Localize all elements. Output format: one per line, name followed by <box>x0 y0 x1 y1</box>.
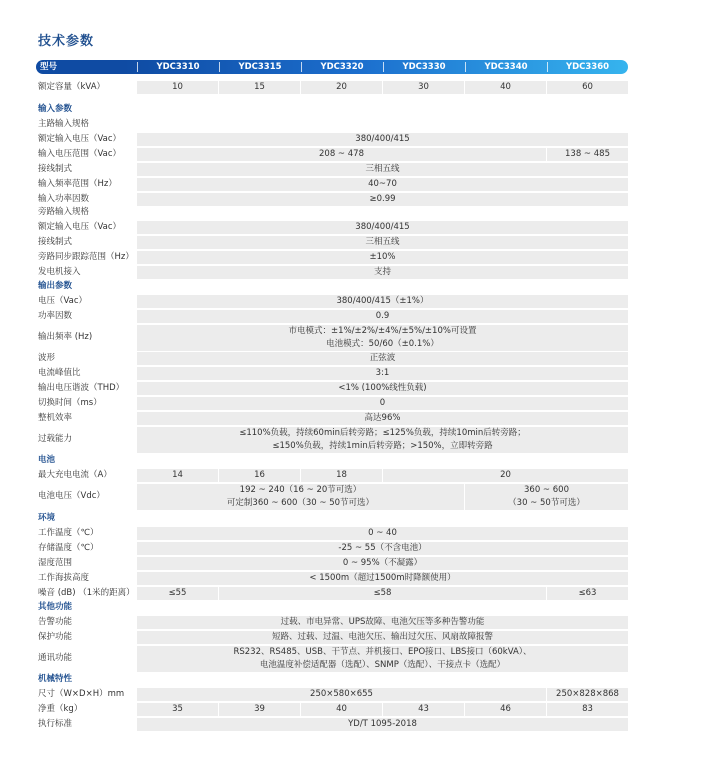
row-label: 切换时间（ms） <box>38 398 102 408</box>
row-label: 存储温度（℃） <box>38 543 99 553</box>
model-ydc3330: YDC3330 <box>402 62 446 72</box>
row-label: 电流峰值比 <box>38 368 81 378</box>
row-label: 输出电压谐波（THD） <box>38 383 125 393</box>
row-label: 接线制式 <box>38 237 73 247</box>
cell-value: 0 ~ 40 <box>137 527 628 540</box>
cell-value: ≤55 <box>137 587 218 600</box>
cell-value: 39 <box>219 703 300 716</box>
row-label: 功率因数 <box>38 311 73 321</box>
cell-value: 三相五线 <box>137 236 628 249</box>
row-label: 发电机接入 <box>38 267 81 277</box>
row-label: 接线制式 <box>38 164 73 174</box>
row-label: 波形 <box>38 353 56 363</box>
row-efficiency <box>36 412 628 425</box>
cell-line: 192 ~ 240（16 ~ 20节可选） <box>239 485 362 496</box>
row-bypass-rated-voltage <box>36 221 628 234</box>
cell-value: 40~70 <box>137 178 628 191</box>
row-label: 输入频率范围（Hz） <box>38 179 117 189</box>
cell-value: 18 <box>301 469 382 482</box>
row-label: 最大充电电流（A） <box>38 470 112 480</box>
cell-value: 250×580×655 <box>137 688 546 701</box>
row-label: 湿度范围 <box>38 558 73 568</box>
cell-value: 0 ~ 95%（不凝露） <box>137 557 628 570</box>
cell-value: 60 <box>547 81 628 94</box>
cell-value <box>137 484 464 510</box>
row-operating-temp <box>36 527 628 540</box>
row-overload <box>36 427 628 453</box>
row-output-voltage <box>36 295 628 308</box>
row-label: 额定容量（kVA） <box>38 82 106 92</box>
header-label: 型号 <box>40 62 58 72</box>
row-label: 噪音 (dB) （1米的距离） <box>38 588 135 598</box>
page-title: 技术参数 <box>38 34 95 49</box>
row-label: 通讯功能 <box>38 653 73 663</box>
cell-value: 40 <box>465 81 546 94</box>
row-net-weight <box>36 703 628 716</box>
row-input-freq-range <box>36 178 628 191</box>
model-ydc3340: YDC3340 <box>484 62 528 72</box>
cell-value <box>465 484 628 510</box>
cell-line: 电池温度补偿适配器（选配）、SNMP（选配）、干接点卡（选配） <box>259 660 506 670</box>
cell-line: 电池模式：50/60（±0.1%） <box>326 339 439 349</box>
cell-value: 138 ~ 485 <box>547 148 628 161</box>
row-label: 净重（kg） <box>38 704 83 714</box>
cell-line: 市电模式：±1%/±2%/±4%/±5%/±10%可设置 <box>288 326 477 337</box>
row-rated-capacity <box>36 81 628 94</box>
cell-value: 46 <box>465 703 546 716</box>
cell-value: 三相五线 <box>137 163 628 176</box>
row-wiring <box>36 163 628 176</box>
row-standard <box>36 718 628 731</box>
row-label: 工作海拔高度 <box>38 573 90 583</box>
cell-value: 正弦波 <box>137 352 628 365</box>
subsection-main-input: 主路输入规格 <box>38 119 90 129</box>
cell-line: ≤110%负载，持续60min后转旁路；≤125%负载，持续10min后转旁路； <box>239 428 526 439</box>
section-title-other: 其他功能 <box>38 602 73 612</box>
cell-value: 20 <box>383 469 628 482</box>
row-label: 尺寸（W×D×H）mm <box>38 689 125 699</box>
section-title-environment: 环境 <box>38 513 56 523</box>
cell-value: 14 <box>137 469 218 482</box>
row-label: 电池电压（Vdc） <box>38 491 105 501</box>
row-output-frequency <box>36 325 628 351</box>
cell-line: ≤150%负载，持续1min后转旁路；>150%，立即转旁路 <box>272 441 493 451</box>
row-label: 旁路同步跟踪范围（Hz） <box>38 252 134 262</box>
row-dimensions <box>36 688 628 701</box>
cell-line: 可定制360 ~ 600（30 ~ 50节可选） <box>226 498 375 508</box>
row-waveform <box>36 352 628 365</box>
cell-value: 83 <box>547 703 628 716</box>
cell-line: 360 ~ 600 <box>524 485 569 496</box>
cell-value: YD/T 1095-2018 <box>137 718 628 731</box>
cell-value: 250×828×868 <box>547 688 628 701</box>
row-altitude <box>36 572 628 585</box>
row-label: 输入电压范围（Vac） <box>38 149 122 159</box>
cell-line: （30 ~ 50节可选） <box>508 498 585 508</box>
row-label: 工作温度（℃） <box>38 528 99 538</box>
model-ydc3320: YDC3320 <box>320 62 364 72</box>
subsection-bypass-input: 旁路输入规格 <box>38 207 90 217</box>
cell-value <box>137 325 628 351</box>
row-alarm <box>36 616 628 629</box>
cell-value: 30 <box>383 81 464 94</box>
row-battery-voltage <box>36 484 628 510</box>
row-transfer-time <box>36 397 628 410</box>
model-ydc3360: YDC3360 <box>565 62 610 72</box>
cell-value: 过载、市电异常、UPS故障、电池欠压等多种告警功能 <box>137 616 628 629</box>
cell-value <box>137 646 628 672</box>
row-bypass-sync-range <box>36 251 628 264</box>
row-bypass-wiring <box>36 236 628 249</box>
row-label: 告警功能 <box>38 617 73 627</box>
row-communication <box>36 646 628 672</box>
cell-value: 支持 <box>137 266 628 279</box>
cell-value: ±10% <box>137 251 628 264</box>
row-humidity <box>36 557 628 570</box>
row-label: 过载能力 <box>38 434 73 444</box>
row-rated-input-voltage <box>36 133 628 146</box>
cell-value: 380/400/415（±1%） <box>137 295 628 308</box>
cell-value: 16 <box>219 469 300 482</box>
cell-value: 208 ~ 478 <box>137 148 546 161</box>
model-header-bar <box>36 60 628 74</box>
cell-value: ≤63 <box>547 587 628 600</box>
row-label: 执行标准 <box>38 719 73 729</box>
cell-value: -25 ~ 55（不含电池） <box>137 542 628 555</box>
cell-value: 10 <box>137 81 218 94</box>
row-output-power-factor <box>36 310 628 323</box>
row-thd <box>36 382 628 395</box>
cell-value: ≤58 <box>219 587 546 600</box>
row-label: 保护功能 <box>38 632 73 642</box>
row-generator <box>36 266 628 279</box>
row-label: 额定输入电压（Vac） <box>38 222 122 232</box>
cell-line: RS232、RS485、USB、干节点、并机接口、EPO接口、LBS接口（60kVA）、 <box>233 647 532 658</box>
section-title-input: 输入参数 <box>38 104 73 114</box>
row-noise <box>36 587 628 600</box>
row-storage-temp <box>36 542 628 555</box>
cell-value: 380/400/415 <box>137 221 628 234</box>
section-title-battery: 电池 <box>38 455 56 465</box>
cell-value: 43 <box>383 703 464 716</box>
cell-value: 15 <box>219 81 300 94</box>
cell-value: 20 <box>301 81 382 94</box>
row-protection <box>36 631 628 644</box>
cell-value: <1% (100%线性负载) <box>137 382 628 395</box>
cell-value: 40 <box>301 703 382 716</box>
row-input-voltage-range <box>36 148 628 161</box>
cell-value: 短路、过载、过温、电池欠压、输出过欠压、风扇故障报警 <box>137 631 628 644</box>
cell-value: 0 <box>137 397 628 410</box>
cell-value: 0.9 <box>137 310 628 323</box>
cell-value <box>137 427 628 453</box>
row-max-charge-current <box>36 469 628 482</box>
section-title-mechanical: 机械特性 <box>38 674 73 684</box>
cell-value: 3:1 <box>137 367 628 380</box>
cell-value: 35 <box>137 703 218 716</box>
model-ydc3310: YDC3310 <box>156 62 200 72</box>
row-input-power-factor <box>36 193 628 206</box>
cell-value: 380/400/415 <box>137 133 628 146</box>
row-crest-factor <box>36 367 628 380</box>
row-label: 整机效率 <box>38 413 73 423</box>
cell-value: ≥0.99 <box>137 193 628 206</box>
model-ydc3315: YDC3315 <box>238 62 282 72</box>
cell-value: < 1500m（超过1500m时降额使用） <box>137 572 628 585</box>
cell-value: 高达96% <box>137 412 628 425</box>
row-label: 输入功率因数 <box>38 194 90 204</box>
row-label: 电压（Vac） <box>38 296 88 306</box>
row-label: 额定输入电压（Vac） <box>38 134 122 144</box>
section-title-output: 输出参数 <box>38 281 73 291</box>
row-label: 输出频率 (Hz) <box>38 332 93 342</box>
